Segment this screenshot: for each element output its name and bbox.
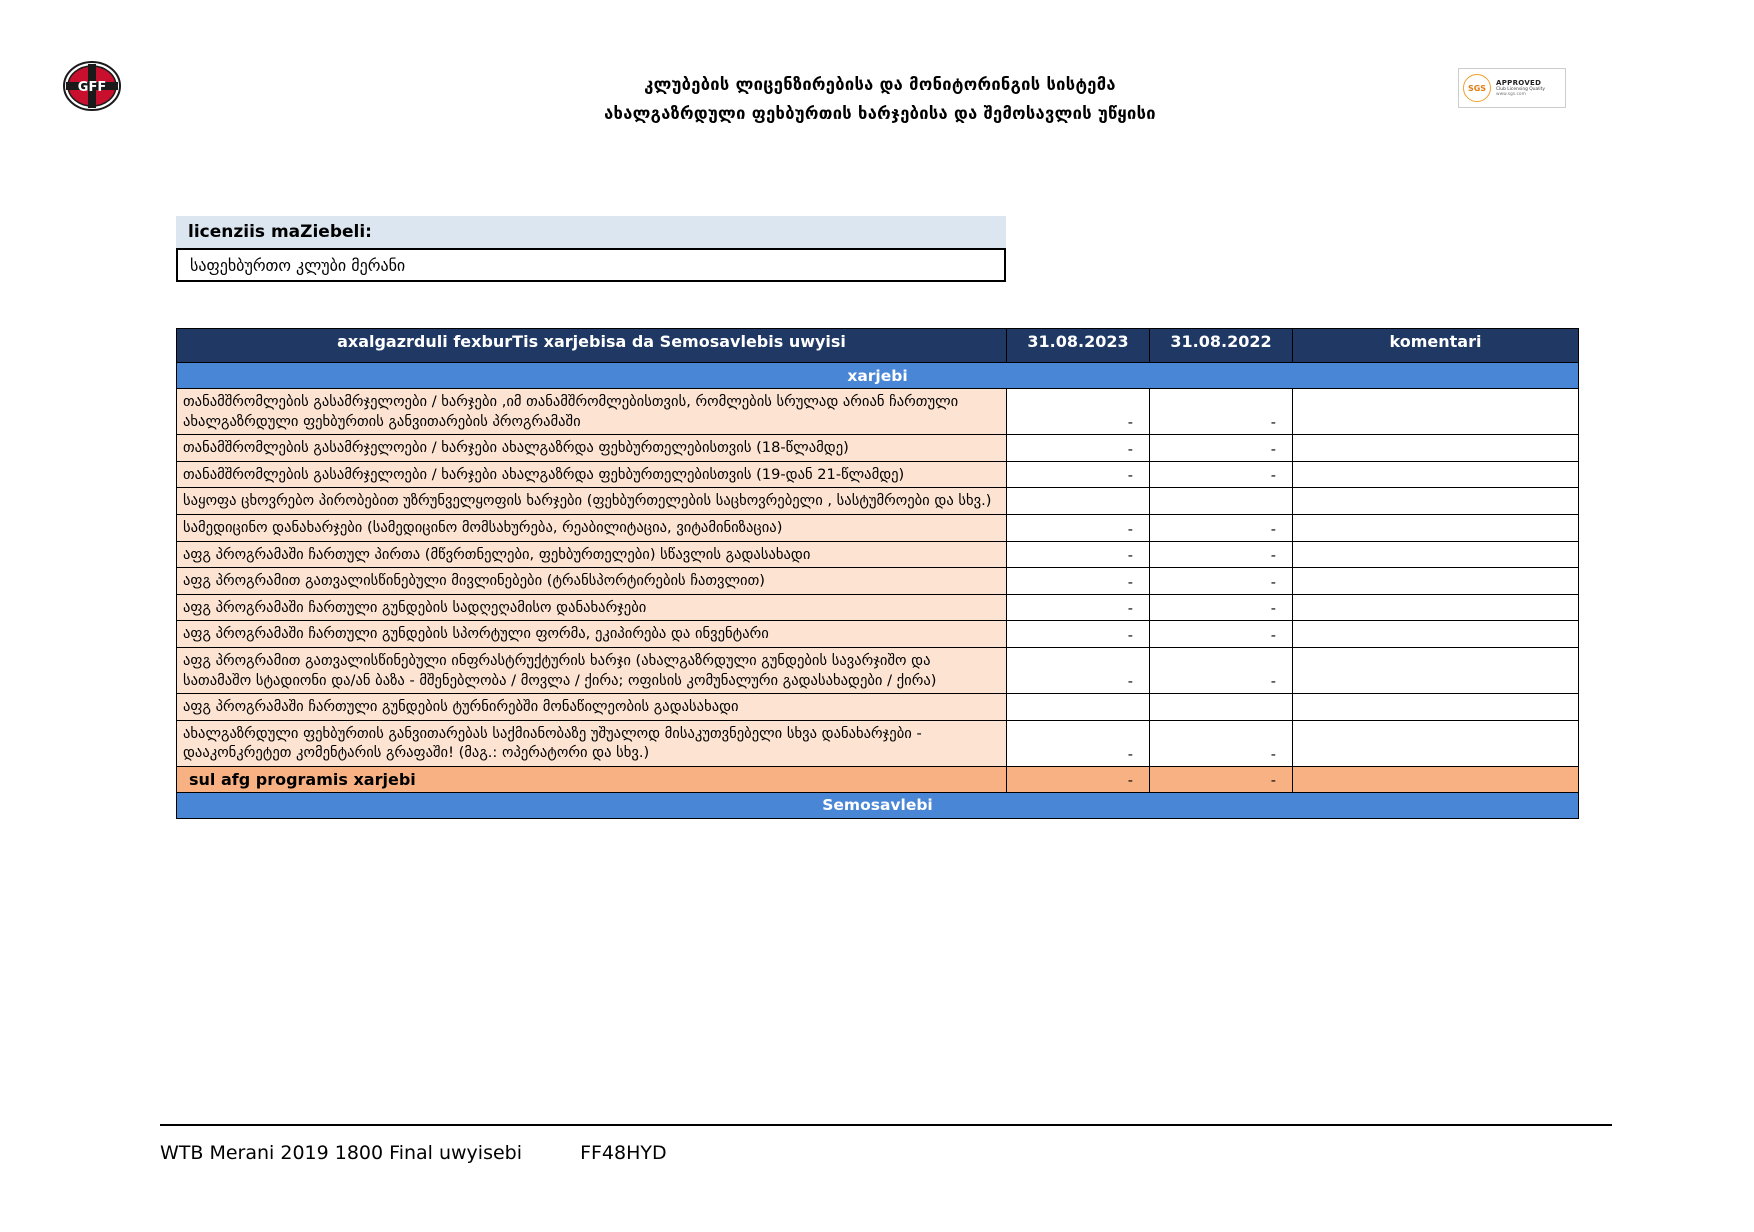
- row-year1-value[interactable]: -: [1007, 621, 1150, 648]
- sgs-line2: Club Licensing Quality: [1496, 86, 1545, 92]
- row-year2-value[interactable]: -: [1150, 389, 1293, 435]
- row-comment[interactable]: [1293, 647, 1579, 693]
- row-year1-value[interactable]: -: [1007, 568, 1150, 595]
- row-description: ახალგაზრდული ფეხბურთის განვითარებას საქმიანობაზე უშუალოდ მისაკუთვნებელი სხვა დანახარჯები - დააკონკრეტეთ კომენტარის გრაფაში! (მაგ.: ოპერატორი და სხვ.): [177, 720, 1007, 766]
- sgs-seal-icon: SGS: [1463, 74, 1491, 102]
- row-description: აფგ პროგრამაში ჩართული გუნდების სადღეღამისო დანახარჯები: [177, 594, 1007, 621]
- section-label-expenses: xarjebi: [177, 363, 1579, 389]
- sgs-line3: www.sgs.com: [1496, 92, 1526, 98]
- row-year2-value[interactable]: -: [1150, 514, 1293, 541]
- row-description: თანამშრომლების გასამრჯელოები / ხარჯები ,იმ თანამშრომლებისთვის, რომლების სრულად არიან ჩართული ახალგაზრდული ფეხბურთის განვითარების პროგრამაში: [177, 389, 1007, 435]
- row-year1-value[interactable]: -: [1007, 594, 1150, 621]
- row-description: თანამშრომლების გასამრჯელოები / ხარჯები ახალგაზრდა ფეხბურთელებისთვის (18-წლამდე): [177, 435, 1007, 462]
- license-holder-value[interactable]: საფეხბურთო კლუბი მერანი: [176, 248, 1006, 282]
- table-row: [177, 541, 1579, 568]
- footer-document-name: WTB Merani 2019 1800 Final uwyisebi: [160, 1142, 523, 1164]
- row-comment[interactable]: [1293, 694, 1579, 721]
- table-row: [177, 568, 1579, 595]
- row-year1-value[interactable]: -: [1007, 435, 1150, 462]
- column-header-year1: 31.08.2023: [1007, 329, 1150, 363]
- total-label: sul afg programis xarjebi: [177, 766, 1007, 792]
- row-year2-value[interactable]: -: [1150, 621, 1293, 648]
- table-header-row: [177, 329, 1579, 363]
- page-title-line2: ახალგაზრდული ფეხბურთის ხარჯებისა და შემოსავლის უწყისი: [604, 104, 1156, 123]
- row-description: თანამშრომლების გასამრჯელოები / ხარჯები ახალგაზრდა ფეხბურთელებისთვის (19-დან 21-წლამდე): [177, 461, 1007, 488]
- row-comment[interactable]: [1293, 720, 1579, 766]
- row-comment[interactable]: [1293, 488, 1579, 515]
- total-year1-value[interactable]: -: [1007, 766, 1150, 792]
- row-year2-value[interactable]: [1150, 488, 1293, 515]
- section-row-expenses: [177, 363, 1579, 389]
- row-year1-value[interactable]: [1007, 488, 1150, 515]
- column-header-comment: komentari: [1293, 329, 1579, 363]
- row-year2-value[interactable]: -: [1150, 568, 1293, 595]
- row-year1-value[interactable]: -: [1007, 647, 1150, 693]
- footer: [160, 1142, 667, 1164]
- table-row: [177, 488, 1579, 515]
- table-row: [177, 389, 1579, 435]
- footer-code: FF48HYD: [580, 1142, 667, 1164]
- table-row: [177, 720, 1579, 766]
- footer-divider: [160, 1124, 1612, 1126]
- row-year2-value[interactable]: -: [1150, 647, 1293, 693]
- row-comment[interactable]: [1293, 389, 1579, 435]
- gff-logo-icon: [62, 60, 122, 112]
- table-row: [177, 461, 1579, 488]
- row-comment[interactable]: [1293, 514, 1579, 541]
- row-comment[interactable]: [1293, 594, 1579, 621]
- table-row: [177, 435, 1579, 462]
- row-comment[interactable]: [1293, 435, 1579, 462]
- total-comment[interactable]: [1293, 766, 1579, 792]
- page-title: [420, 70, 1340, 128]
- sgs-line1: APPROVED: [1496, 78, 1542, 87]
- row-comment[interactable]: [1293, 568, 1579, 595]
- column-header-description: axalgazrduli fexburTis xarjebisa da Semosavlebis uwyisi: [177, 329, 1007, 363]
- row-description: სამედიცინო დანახარჯები (სამედიცინო მომსახურება, რეაბილიტაცია, ვიტამინიზაცია): [177, 514, 1007, 541]
- row-year2-value[interactable]: -: [1150, 461, 1293, 488]
- table-row: [177, 514, 1579, 541]
- row-comment[interactable]: [1293, 621, 1579, 648]
- row-year2-value[interactable]: -: [1150, 541, 1293, 568]
- svg-text:GFF: GFF: [77, 80, 107, 95]
- row-year1-value[interactable]: -: [1007, 461, 1150, 488]
- row-description: საყოფა ცხოვრებო პირობებით უზრუნველყოფის ხარჯები (ფეხბურთელების საცხოვრებელი , სასტუმროები და სხვ.): [177, 488, 1007, 515]
- row-description: აფგ პროგრამაში ჩართული გუნდების ტურნირებში მონაწილეობის გადასახადი: [177, 694, 1007, 721]
- row-description: აფგ პროგრამაში ჩართული გუნდების სპორტული ფორმა, ეკიპირება და ინვენტარი: [177, 621, 1007, 648]
- license-holder-label: licenziis maZiebeli:: [176, 216, 1006, 248]
- row-description: აფგ პროგრამით გათვალისწინებული ინფრასტრუქტურის ხარჯი (ახალგაზრდული გუნდების სავარჯიშო და სათამაშო სტადიონი და/ან ბაზა - მშენებლობა / მოვლა / ქირა; ოფისის კომუნალური გადასახადები / ქირა): [177, 647, 1007, 693]
- column-header-year2: 31.08.2022: [1150, 329, 1293, 363]
- table-row: [177, 594, 1579, 621]
- document-header: [0, 50, 1754, 140]
- row-description: აფგ პროგრამით გათვალისწინებული მივლინებები (ტრანსპორტირების ჩათვლით): [177, 568, 1007, 595]
- total-year2-value[interactable]: -: [1150, 766, 1293, 792]
- row-year1-value[interactable]: -: [1007, 720, 1150, 766]
- row-year1-value[interactable]: [1007, 694, 1150, 721]
- row-year2-value[interactable]: -: [1150, 594, 1293, 621]
- row-description: აფგ პროგრამაში ჩართულ პირთა (მწვრთნელები, ფეხბურთელები) სწავლის გადასახადი: [177, 541, 1007, 568]
- table-row: [177, 647, 1579, 693]
- row-year2-value[interactable]: -: [1150, 720, 1293, 766]
- section-label-income: Semosavlebi: [177, 792, 1579, 818]
- sgs-approved-badge: [1458, 68, 1566, 108]
- section-row-income: [177, 792, 1579, 818]
- table-row: [177, 694, 1579, 721]
- expenses-income-table: [176, 328, 1579, 819]
- license-holder-row: [176, 248, 1006, 282]
- total-row: [177, 766, 1579, 792]
- table-row: [177, 621, 1579, 648]
- row-year1-value[interactable]: -: [1007, 389, 1150, 435]
- row-year1-value[interactable]: -: [1007, 514, 1150, 541]
- row-comment[interactable]: [1293, 461, 1579, 488]
- row-year1-value[interactable]: -: [1007, 541, 1150, 568]
- page-title-line1: კლუბების ლიცენზირებისა და მონიტორინგის სისტემა: [644, 75, 1116, 94]
- spreadsheet-area: [176, 216, 1578, 819]
- row-comment[interactable]: [1293, 541, 1579, 568]
- row-year2-value[interactable]: [1150, 694, 1293, 721]
- row-year2-value[interactable]: -: [1150, 435, 1293, 462]
